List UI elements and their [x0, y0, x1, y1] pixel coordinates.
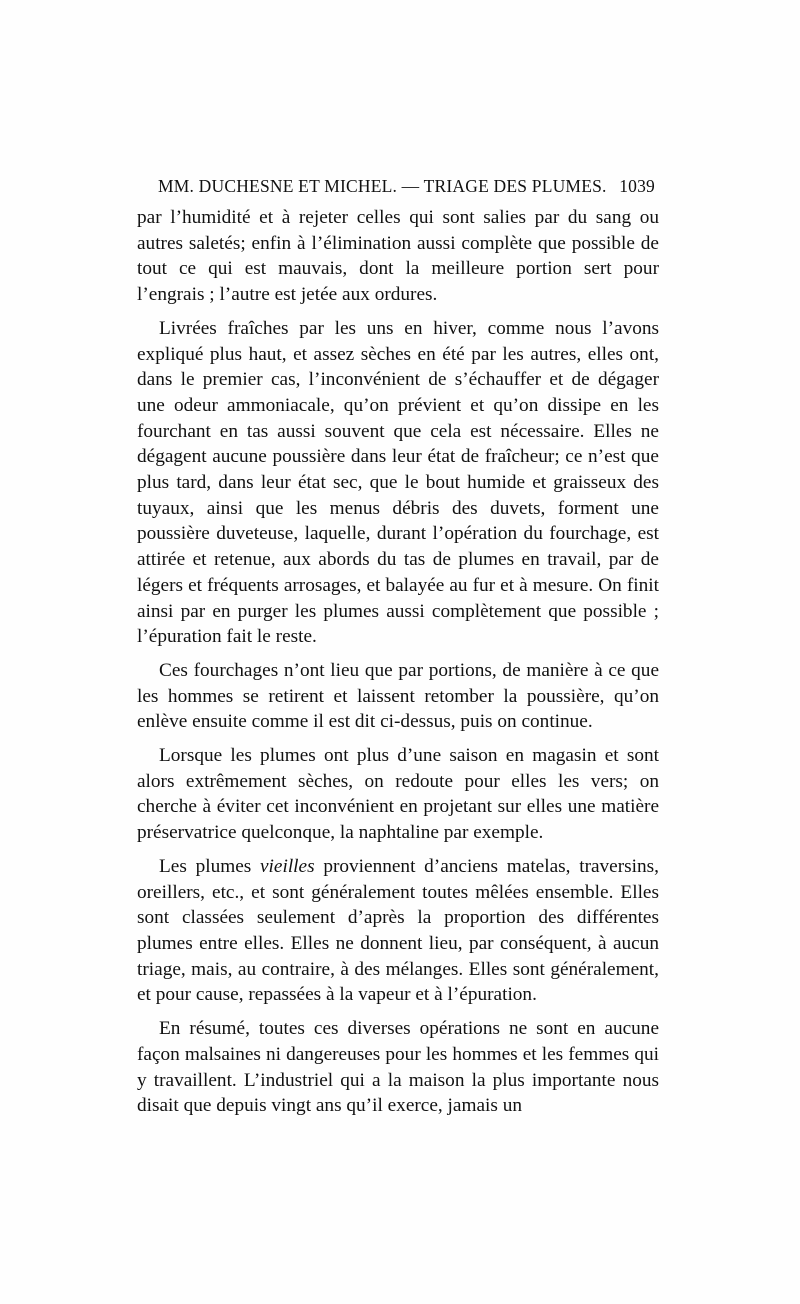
paragraph-continuation: par l’humidité et à rejeter celles qui sont salies par du sang ou autres saletés; enfin à l’élimination aussi complète que possible de tout ce qui est mauvais, dont la meilleure portion sert pour l’engrais ; l’autre est jetée aux ordures. — [137, 207, 659, 306]
paragraph-fourchages: Ces fourchages n’ont lieu que par portions, de manière à ce que les hommes se retirent et laissent retomber la poussière, qu’on enlève ensuite comme il est dit ci-dessus, puis on continue. — [137, 659, 659, 733]
paragraph-en-resume: En résumé, toutes ces diverses opérations ne sont en aucune façon malsaines ni dangereuses pour les hommes et les femmes qui y travaillent. L’industriel qui a la maison la plus importante nous disait que depuis vingt ans qu’il exerce, jamais un — [137, 1018, 659, 1117]
page-number: 1039 — [619, 176, 655, 196]
paragraph-vers-naphtaline: Lorsque les plumes ont plus d’une saison en magasin et sont alors extrêmement sèches, on redoute pour elles les vers; on cherche à éviter cet inconvénient en projetant sur elles une matière préservatrice quelconque, la naphtaline par exemple. — [137, 745, 659, 844]
paragraph-plumes-vieilles — [137, 854, 659, 1008]
running-head-title: MM. DUCHESNE ET MICHEL. — TRIAGE DES PLUMES. — [158, 176, 607, 196]
emphasis-vieilles: vieilles — [260, 855, 315, 877]
paragraph-plumes-vieilles-start: Les plumes — [159, 855, 260, 877]
body-text — [137, 205, 659, 1127]
paragraph-plumes-vieilles-rest: proviennent d’anciens matelas, traversins, oreillers, etc., et sont généralement toutes mêlées ensemble. Elles sont classées seulement d’après la proportion des différentes plumes entre elles. Elles ne donnent lieu, par conséquent, à aucun triage, mais, au contraire, à des mélanges. Elles sont généralement, et pour cause, repassées à la vapeur et à l’épuration. — [137, 855, 659, 1006]
running-header — [158, 176, 655, 197]
paragraph-livrees-fraiches: Livrées fraîches par les uns en hiver, comme nous l’avons expliqué plus haut, et assez sèches en été par les autres, elles ont, dans le premier cas, l’inconvénient de s’échauffer et de dégager une odeur ammoniacale, qu’on prévient et qu’on dissipe en les fourchant en tas aussi souvent que cela est nécessaire. Elles ne dégagent aucune poussière dans leur état de fraîcheur; ce n’est que plus tard, dans leur état sec, que le bout humide et graisseux des tuyaux, ainsi que les menus débris des duvets, forment une poussière duveteuse, laquelle, durant l’opération du fourchage, est attirée et retenue, aux abords du tas de plumes en travail, par de légers et fréquents arrosages, et balayée au fur et à mesure. On finit ainsi par en purger les plumes aussi complètement que possible ; l’épuration fait le reste. — [137, 317, 659, 648]
